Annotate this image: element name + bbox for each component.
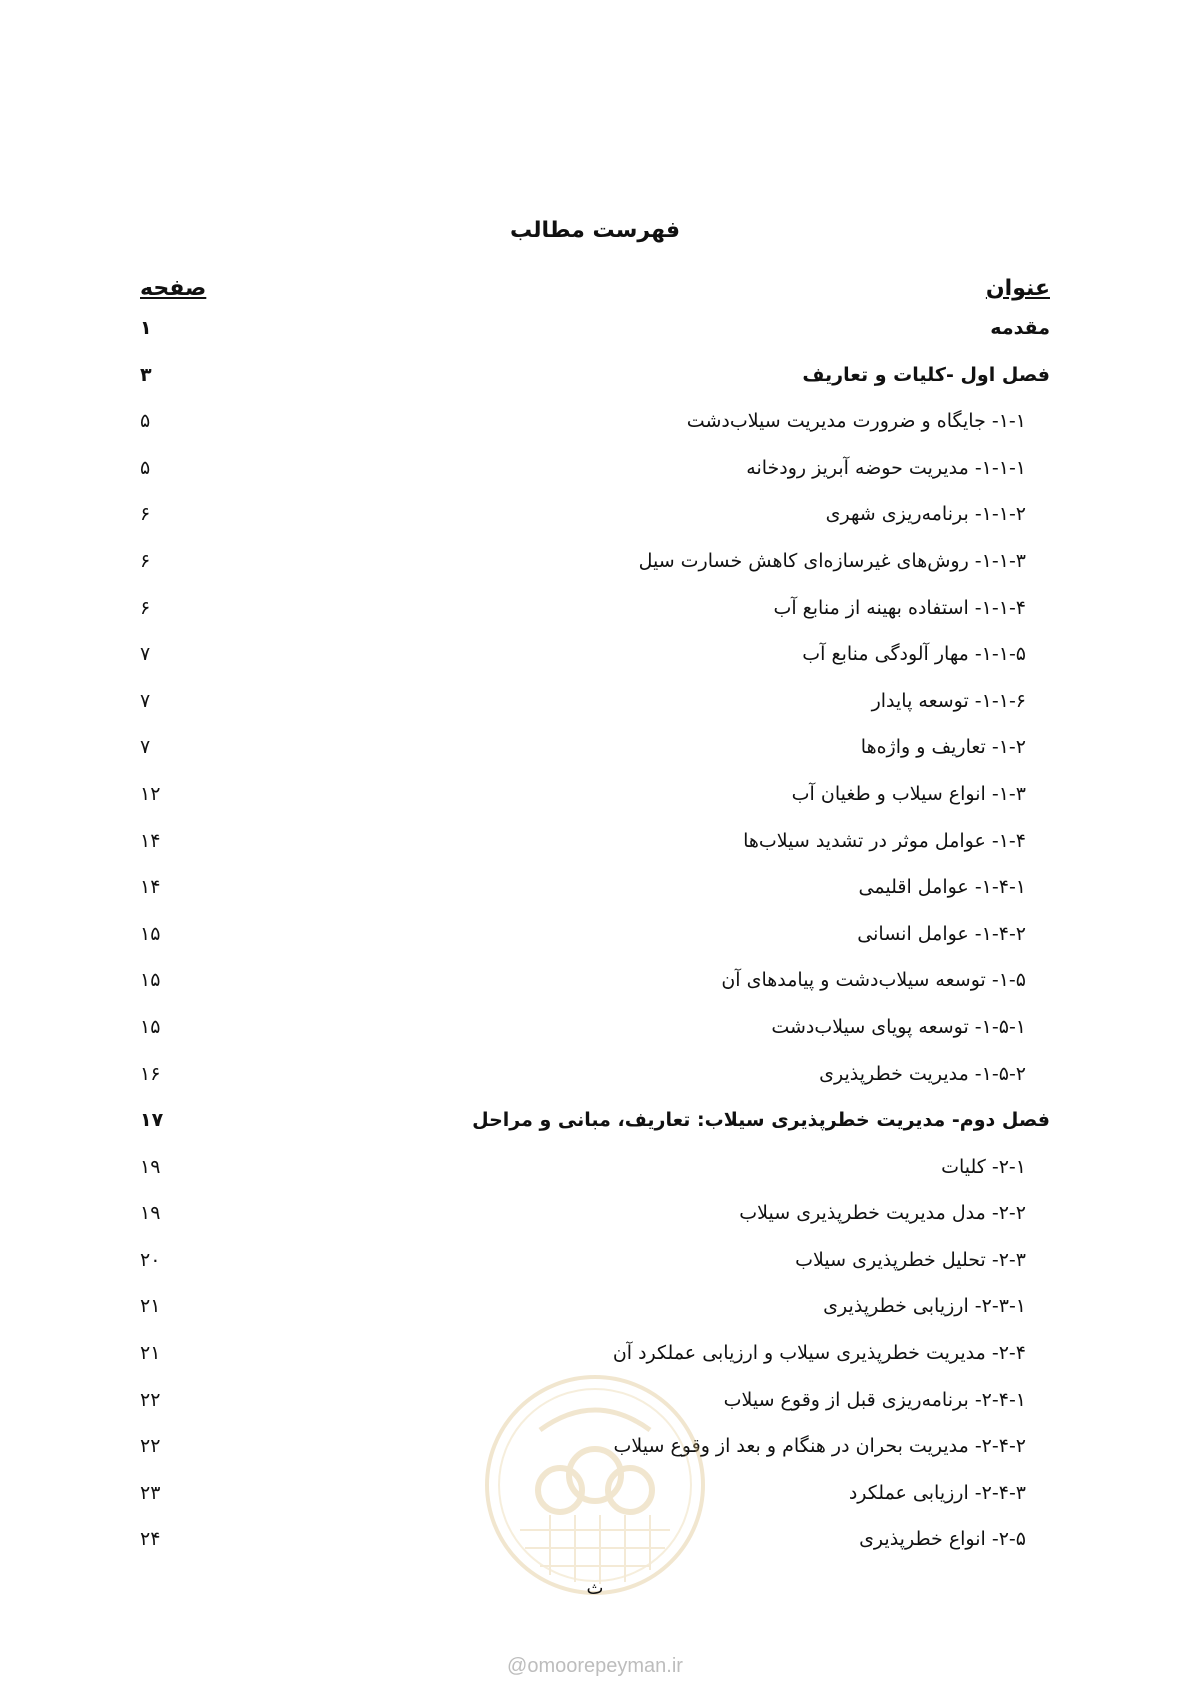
toc-entry	[140, 1202, 1050, 1249]
toc-entry	[140, 364, 1050, 411]
toc-entry-title: فصل اول -کلیات و تعاریف	[802, 363, 1050, 386]
toc-entry-page: ۱۹	[140, 1155, 161, 1178]
toc-entry-page: ۱۶	[140, 1062, 161, 1085]
toc-entry-page: ۲۴	[140, 1528, 161, 1551]
toc-entry-page: ۱۵	[140, 1015, 161, 1038]
toc-entry-page: ۶	[140, 503, 151, 526]
toc-entry-page: ۱۵	[140, 969, 161, 992]
toc-entry	[140, 1016, 1050, 1063]
toc-entry-page: ۲۱	[140, 1342, 161, 1365]
toc-entry	[140, 690, 1050, 737]
toc-entry-title: ۲-۴- مدیریت خطرپذیری سیلاب و ارزیابی عملکرد آن	[612, 1342, 1026, 1365]
toc-entry-page: ۵	[140, 410, 151, 433]
toc-entry-title: فصل دوم- مدیریت خطرپذیری سیلاب: تعاریف، مبانی و مراحل	[472, 1109, 1050, 1132]
toc-header	[140, 276, 1050, 310]
toc-entry-page: ۲۲	[140, 1388, 161, 1411]
toc-entry	[140, 643, 1050, 690]
toc-entry	[140, 1249, 1050, 1296]
watermark-url: @omoorepeyman.ir	[507, 1655, 683, 1677]
toc-entry-title: ۱-۴-۲- عوامل انسانی	[857, 922, 1026, 945]
toc-entry-title: ۲-۳-۱- ارزیابی خطرپذیری	[823, 1295, 1026, 1318]
toc-entry	[140, 876, 1050, 923]
toc-entry-title: ۲-۵- انواع خطرپذیری	[859, 1528, 1026, 1551]
toc-entry-page: ۱۵	[140, 922, 161, 945]
toc-entry-page: ۲۳	[140, 1481, 161, 1504]
toc-entry-title: ۱-۱-۳- روش‌های غیرسازه‌ای کاهش خسارت سیل	[638, 549, 1026, 572]
toc-entry-page: ۱۴	[140, 876, 161, 899]
toc-entry-title: ۲-۴-۱- برنامه‌ریزی قبل از وقوع سیلاب	[723, 1388, 1026, 1411]
toc-entry	[140, 783, 1050, 830]
toc-entry-title: ۱-۱-۲- برنامه‌ریزی شهری	[825, 503, 1026, 526]
watermark-seal-icon	[480, 1370, 710, 1600]
toc-entry	[140, 1063, 1050, 1110]
toc-entry-page: ۲۱	[140, 1295, 161, 1318]
toc-entry-title: ۱-۴-۱- عوامل اقلیمی	[858, 876, 1026, 899]
toc-entry	[140, 597, 1050, 644]
toc-entry-title: مقدمه	[990, 317, 1050, 339]
toc-entry-title: ۲-۴-۲- مدیریت بحران در هنگام و بعد از وقوع سیلاب	[613, 1435, 1026, 1458]
toc-entry-title: ۱-۵-۱- توسعه پویای سیلاب‌دشت	[771, 1015, 1026, 1038]
toc-entry	[140, 550, 1050, 597]
toc-entry	[140, 410, 1050, 457]
toc-entry	[140, 923, 1050, 970]
toc-entry-title: ۱-۳- انواع سیلاب و طغیان آب	[791, 782, 1026, 805]
toc-entry-page: ۵	[140, 456, 151, 479]
toc-entry	[140, 1295, 1050, 1342]
toc-entry-title: ۱-۱-۶- توسعه پایدار	[871, 689, 1026, 712]
toc-title: فهرست مطالب	[509, 218, 681, 243]
toc-entry	[140, 503, 1050, 550]
toc-entry-title: ۱-۲- تعاریف و واژه‌ها	[860, 736, 1026, 759]
toc-entry-title: ۱-۱-۴- استفاده بهینه از منابع آب	[773, 596, 1026, 619]
toc-entry-title: ۱-۴- عوامل موثر در تشدید سیلاب‌ها	[743, 829, 1026, 852]
toc-entry-page: ۱۴	[140, 829, 161, 852]
toc-entry	[140, 317, 1050, 364]
toc-entry	[140, 457, 1050, 504]
page-number: ث	[586, 1578, 604, 1599]
toc-entry-title: ۲-۴-۳- ارزیابی عملکرد	[848, 1481, 1026, 1504]
toc-entry-page: ۷	[140, 689, 151, 712]
page-column-header: صفحه	[140, 276, 207, 301]
toc-entry	[140, 736, 1050, 783]
toc-entry-title: ۱-۵-۲- مدیریت خطرپذیری	[819, 1062, 1026, 1085]
toc-entry-title: ۲-۱- کلیات	[941, 1155, 1026, 1178]
toc-entry-page: ۱۲	[140, 782, 161, 805]
toc-entry-title: ۲-۳- تحلیل خطرپذیری سیلاب	[795, 1248, 1026, 1271]
toc-entry-page: ۷	[140, 643, 151, 666]
toc-entry	[140, 830, 1050, 877]
toc-entry-page: ۳	[140, 363, 152, 386]
toc-entry	[140, 1109, 1050, 1156]
toc-entry-page: ۱۷	[140, 1109, 164, 1132]
toc-entry-title: ۱-۱-۵- مهار آلودگی منابع آب	[802, 643, 1026, 666]
toc-entry-title: ۱-۵- توسعه سیلاب‌دشت و پیامدهای آن	[721, 969, 1026, 992]
toc-entry	[140, 969, 1050, 1016]
toc-entry-page: ۲۰	[140, 1248, 161, 1271]
toc-entry-page: ۲۲	[140, 1435, 161, 1458]
toc-entry-page: ۷	[140, 736, 151, 759]
toc-entry-page: ۱۹	[140, 1202, 161, 1225]
toc-entry-title: ۱-۱- جایگاه و ضرورت مدیریت سیلاب‌دشت	[686, 410, 1026, 433]
toc-entry-page: ۶	[140, 549, 151, 572]
toc-entry-title: ۲-۲- مدل مدیریت خطرپذیری سیلاب	[739, 1202, 1026, 1225]
toc-entry	[140, 1156, 1050, 1203]
toc-entry-title: ۱-۱-۱- مدیریت حوضه آبریز رودخانه	[746, 456, 1026, 479]
toc-entry-page: ۶	[140, 596, 151, 619]
toc-entry-page: ۱	[140, 317, 152, 339]
title-column-header: عنوان	[985, 276, 1050, 301]
